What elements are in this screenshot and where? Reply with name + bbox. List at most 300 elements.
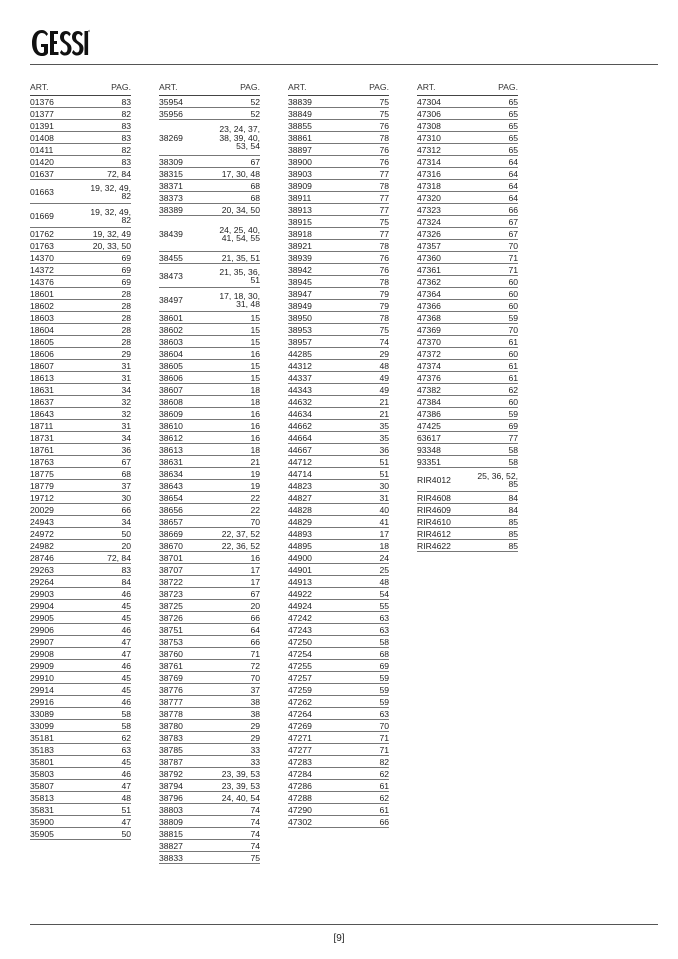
page-reference: 16 <box>250 348 260 359</box>
page-reference: 61 <box>508 360 518 371</box>
table-row <box>288 732 389 744</box>
table-row <box>30 792 131 804</box>
page-reference: 51 <box>379 468 389 479</box>
page-reference: 21 <box>250 456 260 467</box>
article-code: 38455 <box>159 253 183 263</box>
table-row <box>288 120 389 132</box>
article-code: 38900 <box>288 157 312 167</box>
page-reference: 59 <box>508 408 518 419</box>
page-reference: 52 <box>250 108 260 119</box>
page-reference: 78 <box>379 180 389 191</box>
article-code: 38792 <box>159 769 183 779</box>
article-code: 01408 <box>30 133 54 143</box>
article-code: 44343 <box>288 385 312 395</box>
article-code: 35813 <box>30 793 54 803</box>
article-code: 47369 <box>417 325 441 335</box>
article-code: 28746 <box>30 553 54 563</box>
article-code: RIR4622 <box>417 541 451 551</box>
article-code: 44913 <box>288 577 312 587</box>
page-reference: 45 <box>121 756 131 767</box>
page-reference: 59 <box>379 684 389 695</box>
article-code: 35900 <box>30 817 54 827</box>
table-row <box>417 108 518 120</box>
table-row <box>159 780 260 792</box>
article-code: 38439 <box>159 229 183 239</box>
article-code: 01411 <box>30 145 54 155</box>
table-row <box>30 312 131 324</box>
article-code: 44829 <box>288 517 312 527</box>
page-reference: 15 <box>250 372 260 383</box>
article-code: 01762 <box>30 229 54 239</box>
table-row <box>417 156 518 168</box>
article-code: 38607 <box>159 385 183 395</box>
page-reference: 62 <box>121 732 131 743</box>
page-reference: 83 <box>121 132 131 143</box>
article-code: 38849 <box>288 109 312 119</box>
table-row <box>288 456 389 468</box>
article-code: 44900 <box>288 553 312 563</box>
page-reference: 69 <box>121 276 131 287</box>
table-row <box>288 96 389 108</box>
page-reference: 60 <box>508 300 518 311</box>
page-reference: 62 <box>379 792 389 803</box>
table-row <box>159 372 260 384</box>
table-row <box>159 540 260 552</box>
table-row <box>159 324 260 336</box>
article-code: 38631 <box>159 457 183 467</box>
table-row <box>288 324 389 336</box>
table-row <box>30 624 131 636</box>
page-reference: 70 <box>379 720 389 731</box>
page-reference: 60 <box>508 288 518 299</box>
table-row <box>288 432 389 444</box>
table-row <box>288 384 389 396</box>
table-row <box>159 456 260 468</box>
header-rule <box>30 64 658 65</box>
table-row <box>159 492 260 504</box>
page-reference: 85 <box>508 540 518 551</box>
page-reference: 72 <box>250 660 260 671</box>
page-reference: 77 <box>379 204 389 215</box>
page-reference: 31 <box>379 492 389 503</box>
page-reference: 34 <box>121 384 131 395</box>
table-row <box>30 180 131 204</box>
page-reference: 29 <box>121 348 131 359</box>
article-code: 18637 <box>30 397 54 407</box>
page-reference: 78 <box>379 132 389 143</box>
table-row <box>30 804 131 816</box>
table-row <box>288 300 389 312</box>
page-reference: 66 <box>379 816 389 827</box>
table-row <box>288 276 389 288</box>
table-row <box>417 504 518 516</box>
table-row <box>159 708 260 720</box>
table-row <box>288 708 389 720</box>
article-code: 44285 <box>288 349 312 359</box>
page-reference: 41 <box>379 516 389 527</box>
table-row <box>30 324 131 336</box>
table-row <box>288 636 389 648</box>
page-number: [9] <box>333 933 345 944</box>
page-reference: 16 <box>250 552 260 563</box>
table-row <box>30 828 131 840</box>
table-row <box>288 408 389 420</box>
article-code: 47368 <box>417 313 441 323</box>
table-row <box>30 396 131 408</box>
article-code: 38785 <box>159 745 183 755</box>
table-row <box>159 840 260 852</box>
article-code: 01377 <box>30 109 54 119</box>
page-reference: 69 <box>508 420 518 431</box>
table-row <box>159 828 260 840</box>
page-reference: 20, 33, 50 <box>92 240 131 251</box>
page-reference: 29 <box>250 720 260 731</box>
article-code: 47361 <box>417 265 441 275</box>
article-code: 29263 <box>30 565 54 575</box>
article-code: 29904 <box>30 601 54 611</box>
table-row <box>159 468 260 480</box>
article-code: 38723 <box>159 589 183 599</box>
page-reference: 58 <box>508 456 518 467</box>
table-row <box>288 816 389 828</box>
article-code: 29910 <box>30 673 54 683</box>
table-row <box>159 588 260 600</box>
page-reference: 60 <box>508 276 518 287</box>
article-code: 47286 <box>288 781 312 791</box>
table-row <box>30 744 131 756</box>
article-code: 38783 <box>159 733 183 743</box>
page-reference: 77 <box>508 432 518 443</box>
article-code: 47277 <box>288 745 312 755</box>
page-reference: 66 <box>121 504 131 515</box>
column-header <box>30 82 131 96</box>
article-code: 38778 <box>159 709 183 719</box>
article-code: 47288 <box>288 793 312 803</box>
page-reference: 66 <box>508 204 518 215</box>
article-code: 01763 <box>30 241 54 251</box>
page-reference: 21 <box>379 408 389 419</box>
article-code: 18606 <box>30 349 54 359</box>
table-row <box>159 612 260 624</box>
table-row <box>417 300 518 312</box>
article-code: 38957 <box>288 337 312 347</box>
article-code: 29905 <box>30 613 54 623</box>
table-row <box>288 264 389 276</box>
table-row <box>159 108 260 120</box>
page-reference: 82 <box>121 144 131 155</box>
table-row <box>288 132 389 144</box>
page-reference: 25 <box>379 564 389 575</box>
article-code: 63617 <box>417 433 441 443</box>
table-row <box>30 408 131 420</box>
page-reference: 65 <box>508 96 518 107</box>
page-reference: 18 <box>379 540 389 551</box>
table-row <box>30 816 131 828</box>
article-code: 29909 <box>30 661 54 671</box>
table-row <box>417 360 518 372</box>
page-reference: 29 <box>379 348 389 359</box>
table-row <box>30 384 131 396</box>
page-reference: 38 <box>250 708 260 719</box>
article-code: 01669 <box>30 211 54 221</box>
article-code: 38603 <box>159 337 183 347</box>
article-code: 18602 <box>30 301 54 311</box>
table-row <box>30 504 131 516</box>
page-reference: 23, 39, 53 <box>221 768 260 779</box>
table-row <box>288 552 389 564</box>
page-reference: 58 <box>121 720 131 731</box>
article-code: 47242 <box>288 613 312 623</box>
table-row <box>288 600 389 612</box>
article-code: 33099 <box>30 721 54 731</box>
article-code: 93351 <box>417 457 441 467</box>
page-reference: 15 <box>250 312 260 323</box>
table-row <box>30 600 131 612</box>
article-code: 38707 <box>159 565 183 575</box>
article-code: RIR4608 <box>417 493 451 503</box>
article-code: 38473 <box>159 271 183 281</box>
table-row <box>30 684 131 696</box>
page-reference: 61 <box>379 780 389 791</box>
table-row <box>417 336 518 348</box>
table-row <box>159 396 260 408</box>
page-reference: 32 <box>121 396 131 407</box>
article-code: 44664 <box>288 433 312 443</box>
article-code: 38942 <box>288 265 312 275</box>
table-row <box>417 288 518 300</box>
article-code: 38953 <box>288 325 312 335</box>
page-reference: 15 <box>250 336 260 347</box>
article-code: 47302 <box>288 817 312 827</box>
article-code: 38833 <box>159 853 183 863</box>
page-reference: 67 <box>508 216 518 227</box>
page-reference: 46 <box>121 588 131 599</box>
table-row <box>288 684 389 696</box>
header-pag: PAG. <box>111 82 131 92</box>
table-row <box>159 816 260 828</box>
page-reference: 37 <box>121 480 131 491</box>
table-row <box>159 312 260 324</box>
article-code: 38656 <box>159 505 183 515</box>
table-row <box>30 132 131 144</box>
table-row <box>30 672 131 684</box>
article-code: 38601 <box>159 313 183 323</box>
table-row <box>288 108 389 120</box>
page-reference: 19 <box>250 480 260 491</box>
table-row <box>30 300 131 312</box>
page-reference: 50 <box>121 828 131 839</box>
table-row <box>288 360 389 372</box>
table-row <box>159 348 260 360</box>
page-reference: 69 <box>379 660 389 671</box>
table-row <box>288 480 389 492</box>
table-row <box>417 192 518 204</box>
table-row <box>288 312 389 324</box>
article-code: 29906 <box>30 625 54 635</box>
page-reference: 74 <box>379 336 389 347</box>
table-row <box>288 624 389 636</box>
page-reference: 76 <box>379 120 389 131</box>
page-reference: 36 <box>379 444 389 455</box>
article-code: 44895 <box>288 541 312 551</box>
table-row <box>159 120 260 156</box>
article-code: 44827 <box>288 493 312 503</box>
article-code: 29916 <box>30 697 54 707</box>
article-code: 38945 <box>288 277 312 287</box>
page-reference: 75 <box>379 96 389 107</box>
article-code: 18613 <box>30 373 54 383</box>
article-code: 38669 <box>159 529 183 539</box>
page-reference: 33 <box>250 756 260 767</box>
article-code: 38769 <box>159 673 183 683</box>
article-code: 38389 <box>159 205 183 215</box>
table-row <box>159 480 260 492</box>
article-code: 01420 <box>30 157 54 167</box>
table-row <box>288 348 389 360</box>
article-code: 14376 <box>30 277 54 287</box>
table-row <box>417 120 518 132</box>
table-row <box>288 540 389 552</box>
table-row <box>30 360 131 372</box>
article-code: 38634 <box>159 469 183 479</box>
table-row <box>417 468 518 492</box>
table-row <box>159 384 260 396</box>
table-row <box>288 612 389 624</box>
table-row <box>417 240 518 252</box>
page-reference: 34 <box>121 516 131 527</box>
table-row <box>417 96 518 108</box>
article-code: 24943 <box>30 517 54 527</box>
table-row <box>30 336 131 348</box>
page-reference: 36 <box>121 444 131 455</box>
article-code: 38315 <box>159 169 183 179</box>
page-reference: 52 <box>250 96 260 107</box>
article-code: 29903 <box>30 589 54 599</box>
page-reference: 28 <box>121 312 131 323</box>
page-reference: 22 <box>250 504 260 515</box>
article-code: 38497 <box>159 295 183 305</box>
table-row <box>417 420 518 432</box>
article-code: 35807 <box>30 781 54 791</box>
header-art: ART. <box>30 82 49 92</box>
page-reference: 71 <box>508 252 518 263</box>
article-code: 47243 <box>288 625 312 635</box>
page-reference: 74 <box>250 816 260 827</box>
article-code: 01391 <box>30 121 54 131</box>
table-row <box>30 348 131 360</box>
table-row <box>288 648 389 660</box>
page-reference: 65 <box>508 132 518 143</box>
table-row <box>30 660 131 672</box>
page-reference: 61 <box>379 804 389 815</box>
article-code: 29264 <box>30 577 54 587</box>
page-reference: 45 <box>121 684 131 695</box>
table-row <box>417 144 518 156</box>
article-code: 38309 <box>159 157 183 167</box>
article-code: 47324 <box>417 217 441 227</box>
article-code: 47357 <box>417 241 441 251</box>
article-code: 38610 <box>159 421 183 431</box>
page-reference: 75 <box>250 852 260 863</box>
header-art: ART. <box>288 82 307 92</box>
table-row <box>30 288 131 300</box>
page-reference: 20, 34, 50 <box>221 204 260 215</box>
table-row <box>159 96 260 108</box>
page-reference: 20 <box>121 540 131 551</box>
page-reference: 65 <box>508 108 518 119</box>
article-code: 38803 <box>159 805 183 815</box>
table-row <box>159 804 260 816</box>
article-code: 38897 <box>288 145 312 155</box>
article-code: 35803 <box>30 769 54 779</box>
table-row <box>288 396 389 408</box>
table-row <box>159 564 260 576</box>
page-reference: 74 <box>250 840 260 851</box>
page-reference: 21 <box>379 396 389 407</box>
article-code: 38947 <box>288 289 312 299</box>
table-row <box>159 432 260 444</box>
article-code: 44632 <box>288 397 312 407</box>
article-code: 47306 <box>417 109 441 119</box>
table-row <box>30 432 131 444</box>
page-reference: 30 <box>379 480 389 491</box>
article-code: 35831 <box>30 805 54 815</box>
table-row <box>159 852 260 864</box>
table-row <box>30 540 131 552</box>
table-row <box>30 588 131 600</box>
article-code: 47312 <box>417 145 441 155</box>
page-reference: 72, 84 <box>107 168 131 179</box>
page-reference: 24, 25, 40, 41, 54, 55 <box>219 224 260 243</box>
page-reference: 82 <box>121 108 131 119</box>
article-code: 38608 <box>159 397 183 407</box>
article-code: 47326 <box>417 229 441 239</box>
article-code: 18731 <box>30 433 54 443</box>
table-row <box>288 504 389 516</box>
page-reference: 64 <box>508 156 518 167</box>
page-reference: 46 <box>121 696 131 707</box>
page-reference: 63 <box>379 612 389 623</box>
table-row <box>159 684 260 696</box>
table-row <box>159 180 260 192</box>
gessi-logo <box>30 26 90 60</box>
page-reference: 49 <box>379 372 389 383</box>
article-code: 38903 <box>288 169 312 179</box>
page-reference: 31 <box>121 420 131 431</box>
page-reference: 45 <box>121 672 131 683</box>
page-reference: 71 <box>508 264 518 275</box>
article-code: 24982 <box>30 541 54 551</box>
table-row <box>288 372 389 384</box>
page-reference: 38 <box>250 696 260 707</box>
article-code: 38796 <box>159 793 183 803</box>
article-code: 38913 <box>288 205 312 215</box>
table-row <box>417 168 518 180</box>
page-reference: 20 <box>250 600 260 611</box>
header-art: ART. <box>417 82 436 92</box>
page-reference: 76 <box>379 144 389 155</box>
page-reference: 71 <box>250 648 260 659</box>
table-row <box>288 696 389 708</box>
table-row <box>30 156 131 168</box>
page-reference: 70 <box>250 516 260 527</box>
article-code: 18605 <box>30 337 54 347</box>
table-row <box>30 420 131 432</box>
table-row <box>288 228 389 240</box>
page-reference: 31 <box>121 360 131 371</box>
article-code: 38861 <box>288 133 312 143</box>
page-reference: 58 <box>121 708 131 719</box>
